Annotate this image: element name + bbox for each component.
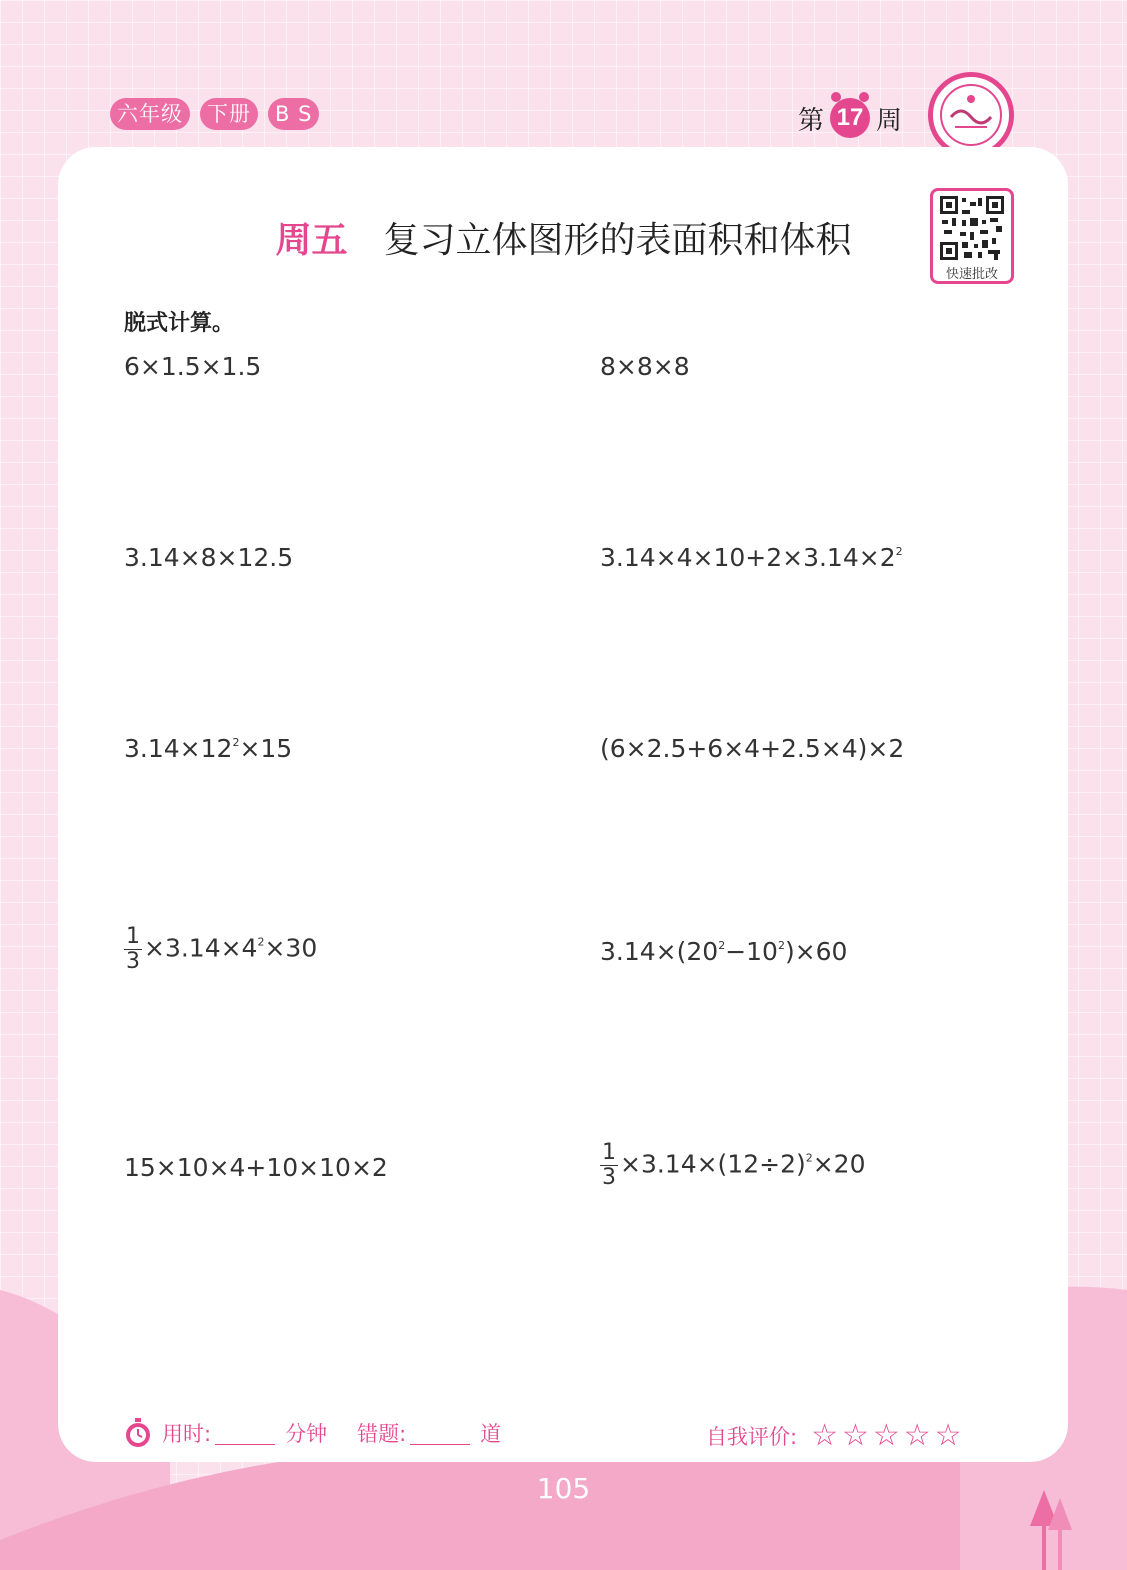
instruction: 脱式计算。 xyxy=(124,311,235,336)
time-blank[interactable] xyxy=(215,1422,275,1445)
problem-7-part-b: ×30 xyxy=(264,933,318,963)
errors-blank[interactable] xyxy=(410,1422,470,1445)
problem-8-part-b: −10 xyxy=(725,937,778,966)
self-evaluation xyxy=(706,1418,966,1453)
problem-7-exponent: 2 xyxy=(257,935,265,949)
fraction-numerator: 1 xyxy=(126,924,140,949)
problem-10-part-a: ×3.14×(12÷2) xyxy=(620,1149,806,1179)
arrow-decoration-icon xyxy=(1028,1490,1078,1570)
problem-9: 15×10×4+10×10×2 xyxy=(124,1153,388,1182)
edition-tag: B S xyxy=(268,98,319,130)
errors-label: 错题: xyxy=(357,1422,407,1446)
problem-5-part-b: ×15 xyxy=(239,734,293,763)
problem-7 xyxy=(124,925,317,974)
time-unit: 分钟 xyxy=(285,1422,328,1446)
problem-8-part-a: 3.14×(20 xyxy=(600,937,719,966)
problem-7-fraction xyxy=(124,925,142,974)
week-number-badge: 17 xyxy=(830,98,870,138)
problem-8 xyxy=(600,937,847,966)
worksheet-card xyxy=(58,147,1068,1462)
brand-seal-icon xyxy=(928,72,1014,158)
page-number: 105 xyxy=(536,1472,591,1505)
problem-8-exponent-1: 2 xyxy=(718,939,726,952)
problem-10-exponent: 2 xyxy=(805,1151,813,1165)
volume-tag: 下册 xyxy=(200,98,258,130)
self-eval-label: 自我评价: xyxy=(706,1424,798,1449)
week-suffix: 周 xyxy=(876,105,903,136)
problem-7-part-a: ×3.14×4 xyxy=(144,933,258,963)
grade-tags xyxy=(110,98,319,130)
fraction-denominator: 3 xyxy=(602,1165,616,1190)
problem-5-part-a: 3.14×12 xyxy=(124,734,233,763)
time-label: 用时: xyxy=(162,1422,212,1446)
rating-stars[interactable]: ☆☆☆☆☆ xyxy=(811,1418,966,1453)
problem-4 xyxy=(600,543,903,572)
problem-10 xyxy=(600,1141,866,1190)
time-tracker xyxy=(124,1418,501,1448)
fraction-numerator: 1 xyxy=(602,1140,616,1165)
stopwatch-icon xyxy=(124,1418,152,1448)
week-prefix: 第 xyxy=(798,105,825,136)
fraction-denominator: 3 xyxy=(126,949,140,974)
problem-4-exponent: 2 xyxy=(895,545,903,558)
problem-10-fraction xyxy=(600,1141,618,1190)
week-header xyxy=(798,98,902,138)
problem-4-main: 3.14×4×10+2×3.14×2 xyxy=(600,543,896,572)
problem-8-exponent-2: 2 xyxy=(777,939,785,952)
title-day: 周五 xyxy=(275,220,348,261)
title-topic: 复习立体图形的表面积和体积 xyxy=(383,220,852,261)
qr-label: 快速批改 xyxy=(945,267,998,282)
errors-unit: 道 xyxy=(480,1422,502,1446)
problem-3: 3.14×8×12.5 xyxy=(124,543,294,572)
problem-10-part-b: ×20 xyxy=(812,1149,866,1179)
qr-code-icon xyxy=(940,196,1004,260)
problem-2: 8×8×8 xyxy=(600,352,690,381)
quick-grading-qr[interactable] xyxy=(930,188,1014,284)
problem-6: (6×2.5+6×4+2.5×4)×2 xyxy=(600,734,905,763)
problem-5-exponent: 2 xyxy=(232,736,240,749)
problem-8-part-c: )×60 xyxy=(784,937,848,966)
problem-5 xyxy=(124,734,292,763)
grade-tag: 六年级 xyxy=(110,98,190,130)
problem-1: 6×1.5×1.5 xyxy=(124,352,262,381)
